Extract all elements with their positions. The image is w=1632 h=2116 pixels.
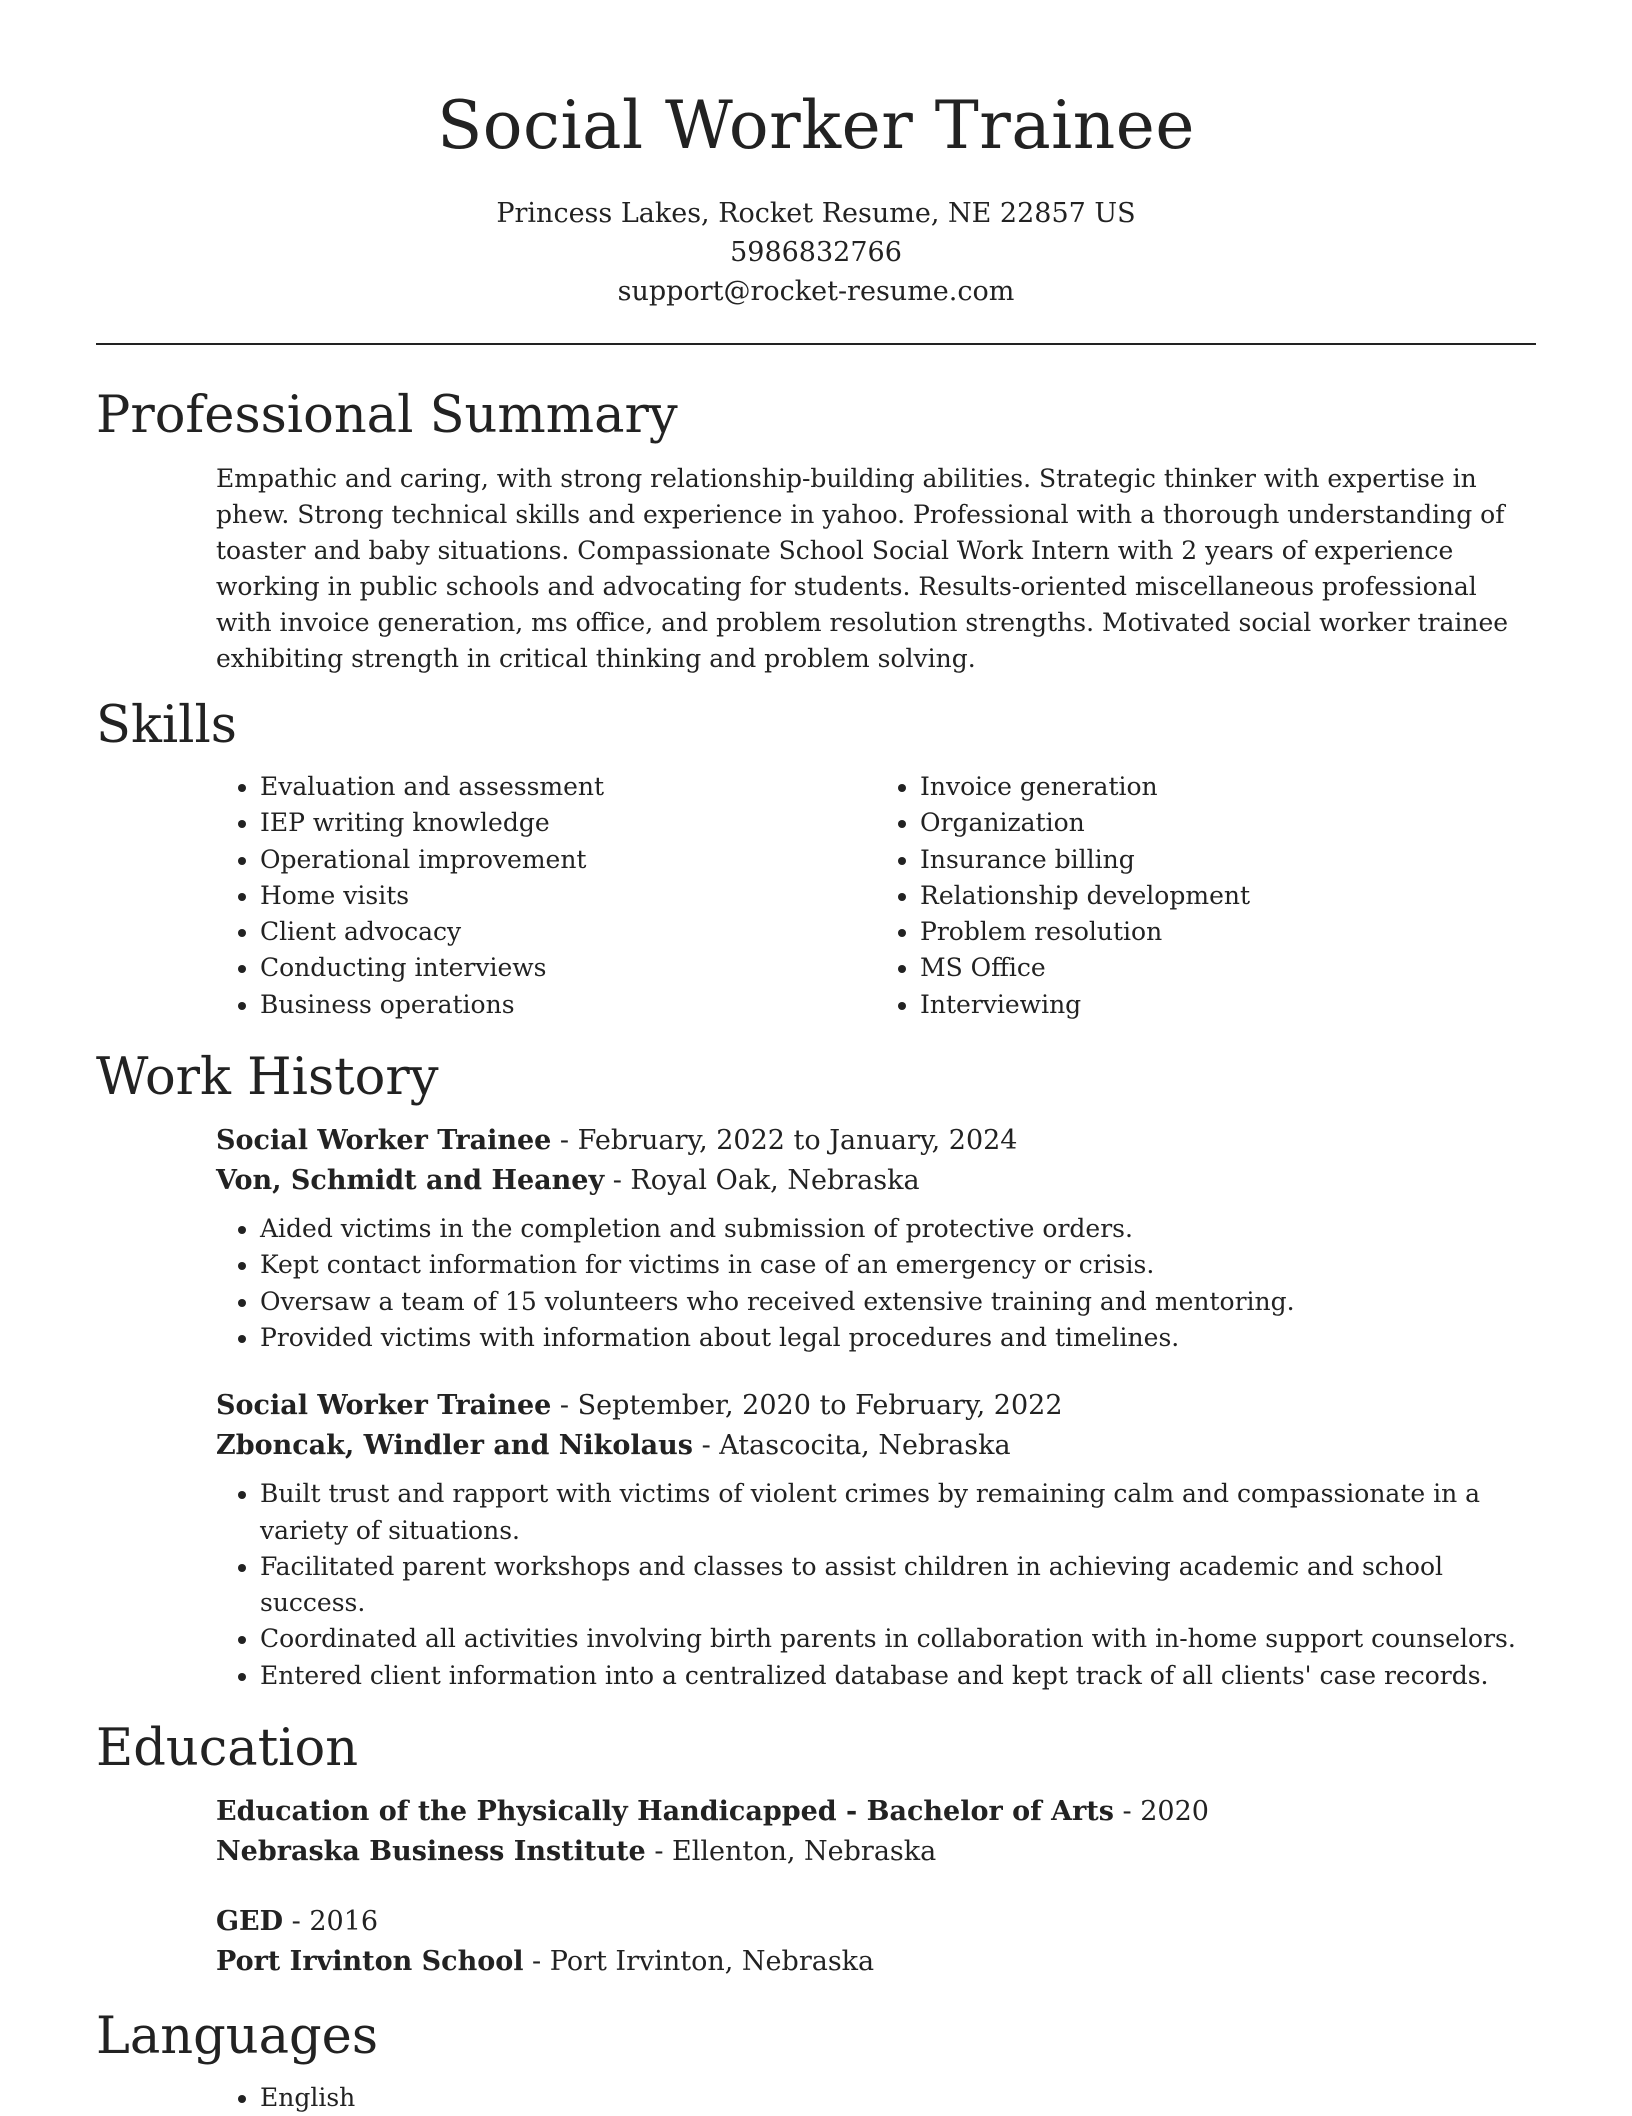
education-school-line — [216, 1832, 1536, 1872]
summary-section — [96, 385, 1536, 677]
job-employer — [216, 1426, 1536, 1466]
education-school: Port Irvinton School — [216, 1946, 524, 1978]
resume-header — [0, 0, 1632, 311]
education-title: Education — [96, 1719, 359, 1779]
skill-item: • Problem resolution — [920, 914, 1536, 950]
candidate-name: Social Worker Trainee — [437, 87, 1195, 164]
skill-item: • Invoice generation — [920, 769, 1536, 805]
job-location: - Royal Oak, Nebraska — [604, 1165, 920, 1197]
skill-item: • Relationship development — [920, 878, 1536, 914]
job-role: Social Worker Trainee — [216, 1125, 552, 1157]
education-entry — [216, 1902, 1536, 1982]
education-year: - 2016 — [283, 1906, 379, 1938]
skill-item: • Business operations — [260, 987, 876, 1023]
job-entry — [216, 1121, 1536, 1356]
languages-section — [96, 2006, 1536, 2116]
job-bullet: • Kept contact information for victims in case of an emergency or crisis. — [260, 1247, 1536, 1283]
job-entry — [216, 1386, 1536, 1694]
email: support@rocket-resume.com — [617, 276, 1015, 307]
education-section — [96, 1718, 1536, 1982]
job-employer — [216, 1161, 1536, 1201]
education-location: - Ellenton, Nebraska — [645, 1836, 937, 1868]
skills-column-right — [876, 769, 1536, 1023]
summary-body — [216, 461, 1536, 677]
work-title: Work History — [96, 1048, 439, 1108]
education-school-line — [216, 1942, 1536, 1982]
job-heading — [216, 1386, 1536, 1426]
education-degree: GED — [216, 1906, 284, 1938]
job-bullet: • Coordinated all activities involving birth parents in collaboration with in-home support counselors. — [260, 1621, 1536, 1657]
job-role: Social Worker Trainee — [216, 1390, 552, 1422]
work-section — [96, 1047, 1536, 1694]
job-bullet: • Built trust and rapport with victims of violent crimes by remaining calm and compassionate in a variety of situations. — [260, 1476, 1536, 1549]
education-degree-line — [216, 1792, 1536, 1832]
job-bullet: • Provided victims with information about legal procedures and timelines. — [260, 1320, 1536, 1356]
skills-list — [216, 769, 1536, 1023]
education-school: Nebraska Business Institute — [216, 1836, 646, 1868]
skills-column-left — [216, 769, 876, 1023]
job-bullet: • Facilitated parent workshops and classes to assist children in achieving academic and school success. — [260, 1549, 1536, 1622]
skill-item: • MS Office — [920, 950, 1536, 986]
job-company: Zboncak, Windler and Nikolaus — [216, 1430, 693, 1462]
education-degree: Education of the Physically Handicapped - Bachelor of Arts — [216, 1796, 1114, 1828]
skill-item: • Interviewing — [920, 987, 1536, 1023]
job-dates: - September, 2020 to February, 2022 — [551, 1390, 1063, 1422]
skill-item: • Organization — [920, 805, 1536, 841]
skill-item: • Home visits — [260, 878, 876, 914]
job-company: Von, Schmidt and Heaney — [216, 1165, 605, 1197]
languages-items — [216, 2080, 1536, 2116]
address: Princess Lakes, Rocket Resume, NE 22857 US — [496, 198, 1136, 229]
phone: 5986832766 — [730, 237, 902, 268]
job-bullets — [216, 1476, 1536, 1694]
skill-item: • Operational improvement — [260, 842, 876, 878]
education-entry — [216, 1792, 1536, 1872]
skills-section — [96, 695, 1536, 1023]
job-heading — [216, 1121, 1536, 1161]
summary-title: Professional Summary — [96, 386, 678, 445]
contact-info — [0, 194, 1632, 311]
language-item: • English — [260, 2080, 1536, 2116]
job-bullet: • Oversaw a team of 15 volunteers who received extensive training and mentoring. — [260, 1284, 1536, 1320]
skill-item: • Insurance billing — [920, 842, 1536, 878]
skill-item: • Evaluation and assessment — [260, 769, 876, 805]
skill-item: • IEP writing knowledge — [260, 805, 876, 841]
job-dates: - February, 2022 to January, 2024 — [551, 1125, 1018, 1157]
education-degree-line — [216, 1902, 1536, 1942]
education-year: - 2020 — [1113, 1796, 1209, 1828]
skills-title: Skills — [96, 696, 237, 755]
job-location: - Atascocita, Nebraska — [692, 1430, 1011, 1462]
skill-item: • Client advocacy — [260, 914, 876, 950]
skill-item: • Conducting interviews — [260, 950, 876, 986]
job-bullet: • Aided victims in the completion and submission of protective orders. — [260, 1211, 1536, 1247]
header-divider — [96, 343, 1536, 345]
job-bullets — [216, 1211, 1536, 1356]
education-location: - Port Irvinton, Nebraska — [523, 1946, 875, 1978]
languages-title: Languages — [96, 2007, 379, 2067]
job-bullet: • Entered client information into a centralized database and kept track of all clients' case records. — [260, 1658, 1536, 1694]
languages-list — [216, 2080, 1536, 2116]
summary-text: Empathic and caring, with strong relationship-building abilities. Strategic thinker with expertise in phew. Strong technical skills and experience in yahoo. Professional with a thorough understanding of toaster and baby situations. Compassionate School Social Work Intern with 2 years of experience working in public schools and advocating for students. Results-oriented miscellaneous professional with invoice generation, ms office, and problem resolution strengths. Motivated social worker trainee exhibiting strength in critical thinking and problem solving. — [216, 464, 1509, 673]
